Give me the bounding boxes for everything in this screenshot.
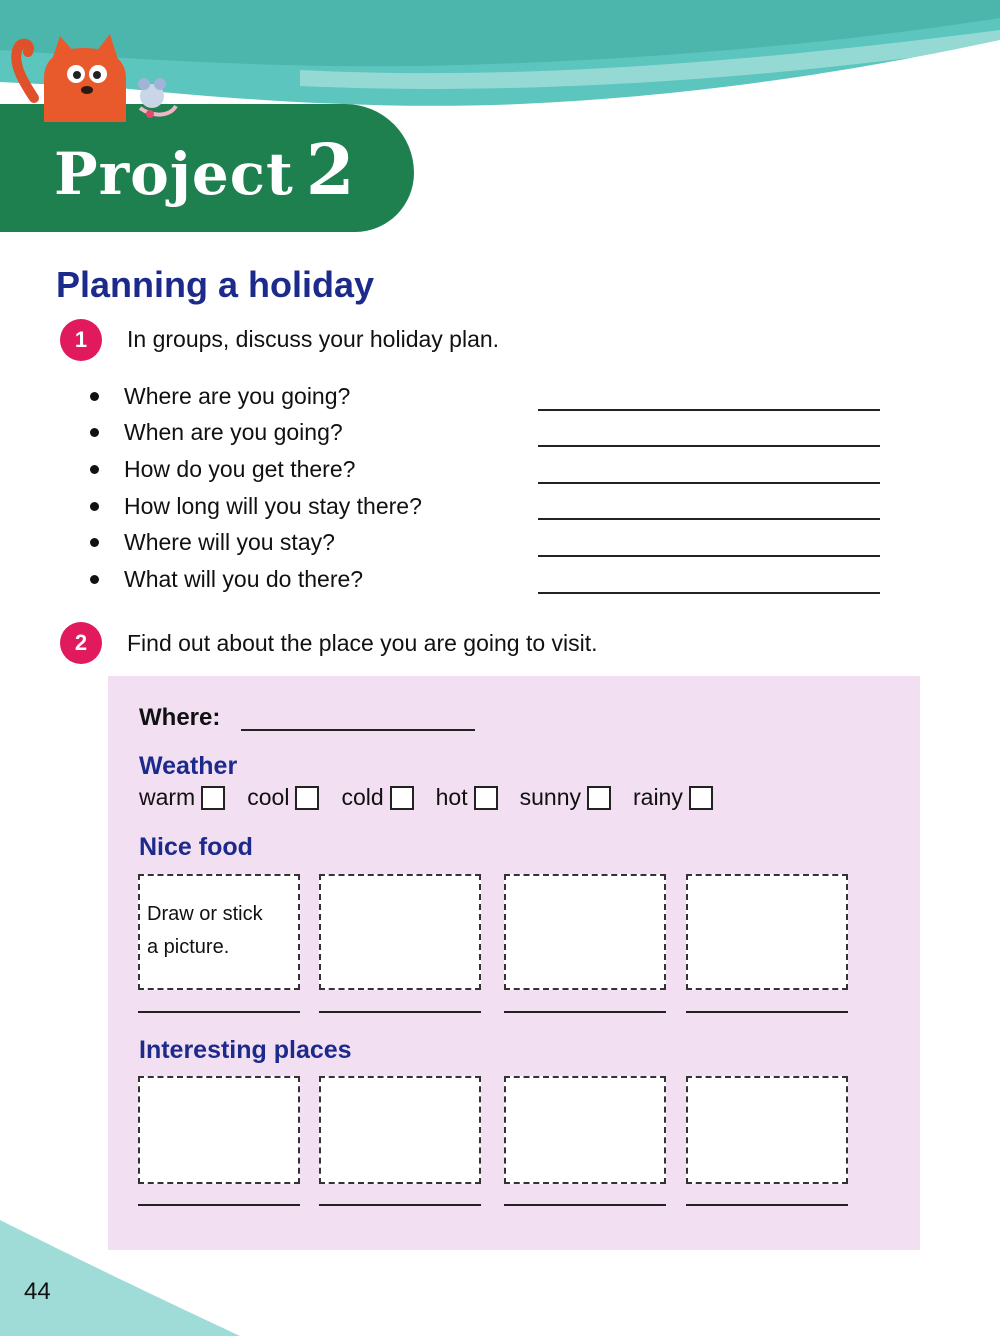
weather-option-rainy [633,784,713,811]
nice-food-heading: Nice food [139,833,253,861]
place-name-line[interactable] [138,1204,300,1206]
question-text: When are you going? [124,419,343,446]
place-picture-box[interactable] [319,1076,481,1184]
rainy-checkbox[interactable] [689,786,713,810]
weather-option-cold [341,784,413,811]
food-hint-line-1: Draw or stick [147,903,263,925]
question-text: Where are you going? [124,382,351,409]
bullet-icon [90,538,99,547]
list-item [90,488,890,525]
answer-line[interactable] [538,555,880,557]
question-text: How do you get there? [124,455,356,482]
place-picture-box[interactable] [504,1076,666,1184]
place-name-line[interactable] [504,1204,666,1206]
cold-checkbox[interactable] [390,786,414,810]
list-item [90,415,890,452]
weather-label: warm [139,784,196,810]
answer-line[interactable] [538,445,880,447]
warm-checkbox[interactable] [201,786,225,810]
question-list [90,378,890,598]
step-1-instruction: In groups, discuss your holiday plan. [127,326,500,352]
bullet-icon [90,575,99,584]
food-picture-box[interactable] [504,874,666,990]
banner-title [54,128,356,211]
weather-label: cold [341,784,384,810]
cool-checkbox[interactable] [295,786,319,810]
weather-option-sunny [520,784,611,811]
food-picture-box[interactable] [686,874,848,990]
question-text: Where will you stay? [124,529,335,556]
weather-heading: Weather [139,752,238,780]
answer-line[interactable] [538,409,880,411]
interesting-places-heading: Interesting places [139,1036,352,1064]
place-picture-box[interactable] [138,1076,300,1184]
page-number: 44 [24,1278,51,1305]
weather-label: rainy [633,784,683,810]
food-name-line[interactable] [686,1011,848,1013]
question-text: What will you do there? [124,565,364,592]
sunny-checkbox[interactable] [587,786,611,810]
where-answer-line[interactable] [241,729,475,731]
food-hint-line-2: a picture. [147,936,230,958]
bullet-icon [90,392,99,401]
section-title: Planning a holiday [56,264,375,305]
food-hint [140,876,298,964]
list-item [90,378,890,415]
banner-title-word: Project [54,140,294,208]
question-text: How long will you stay there? [124,492,422,519]
food-picture-box[interactable] [319,874,481,990]
place-name-line[interactable] [686,1204,848,1206]
step-1-badge: 1 [60,319,102,361]
cat-mascot-illustration [4,18,184,126]
banner-title-number: 2 [305,128,356,211]
weather-label: hot [435,784,468,810]
bottom-teal-corner [0,1210,240,1336]
bullet-icon [90,465,99,474]
answer-line[interactable] [538,518,880,520]
answer-line[interactable] [538,592,880,594]
weather-option-hot [436,784,498,811]
weather-option-cool [247,784,319,811]
food-picture-box[interactable] [138,874,300,990]
food-name-line[interactable] [319,1011,481,1013]
place-name-line[interactable] [319,1204,481,1206]
weather-label: sunny [519,784,581,810]
bullet-icon [90,428,99,437]
answer-line[interactable] [538,482,880,484]
weather-label: cool [247,784,290,810]
food-name-line[interactable] [504,1011,666,1013]
list-item [90,561,890,598]
food-name-line[interactable] [138,1011,300,1013]
place-picture-box[interactable] [686,1076,848,1184]
list-item [90,451,890,488]
step-2-badge: 2 [60,622,102,664]
step-2-instruction: Find out about the place you are going to visit. [127,630,598,656]
where-label: Where: [139,704,221,731]
hot-checkbox[interactable] [474,786,498,810]
bullet-icon [90,502,99,511]
weather-options [139,784,735,811]
list-item [90,524,890,561]
weather-option-warm [139,784,225,811]
